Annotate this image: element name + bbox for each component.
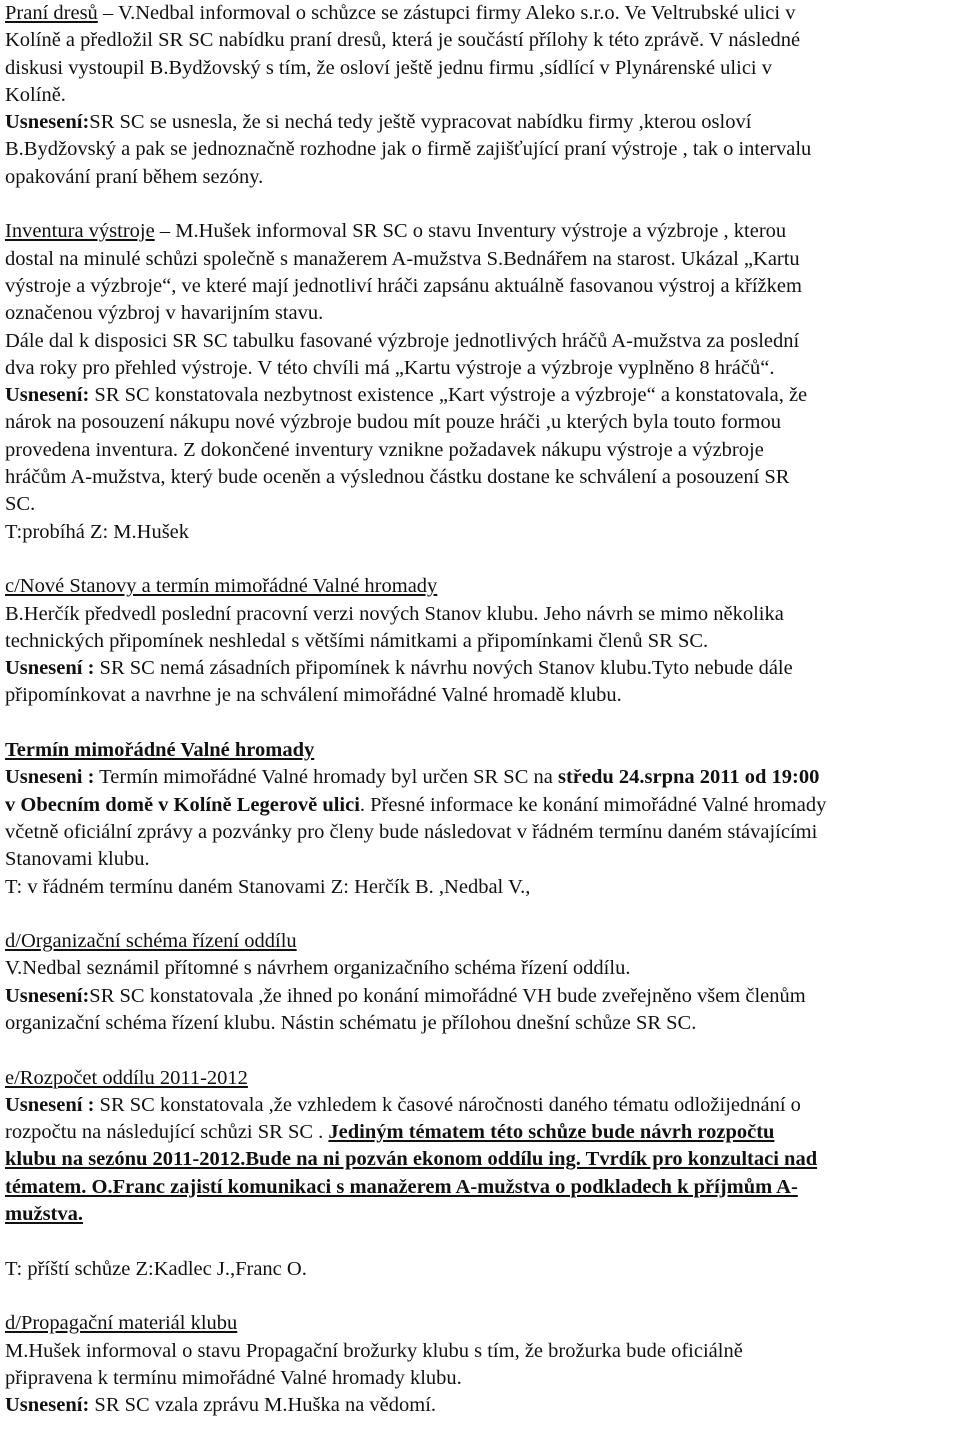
text-run: provedena inventura. Z dokončené inventury vznikne požadavek nákupu výstroje a výzbroje (5, 438, 764, 461)
text-line (5, 382, 960, 409)
text-line (5, 464, 960, 491)
paragraph-gap (5, 710, 960, 737)
section-organizacni (5, 928, 960, 1037)
resolution-label: Usnesení: (5, 984, 90, 1007)
text-line (5, 737, 960, 764)
text-line (5, 1392, 960, 1419)
text-run: – V.Nedbal informoval o schůzce se zástupci firmy Aleko s.r.o. Ve Veltrubské ulici v (97, 2, 796, 24)
resolution-label: Usnesení : (5, 657, 95, 680)
text-line (5, 1365, 960, 1392)
text-run: SR SC vzala zprávu M.Huška na vědomí. (89, 1394, 437, 1417)
text-run: hráčům A-mužstva, který bude oceněn a výslednou částku dostane ke schválení a posouzení SR (5, 466, 790, 489)
text-line (5, 273, 960, 300)
text-line (5, 846, 960, 873)
text-run: organizační schéma řízení klubu. Nástin schématu je přílohou dnešní schůze SR SC. (5, 1011, 697, 1034)
text-line (5, 246, 960, 273)
text-run: Kolíně. (5, 83, 66, 106)
text-line (5, 1201, 960, 1228)
text-run: V.Nedbal seznámil přítomné s návrhem organizačního schéma řízení oddílu. (5, 957, 631, 980)
emphasized-text: e/Rozpočet oddílu 2011-2012 (5, 1066, 248, 1089)
text-line (5, 819, 960, 846)
emphasized-text: tématem. O.Franc zajistí komunikaci s manažerem A-mužstva o podkladech k příjmům A- (5, 1175, 798, 1198)
text-run: T: příští schůze Z:Kadlec J.,Franc O. (5, 1257, 307, 1280)
text-run: nárok na posouzení nákupu nové výzbroje budou mít pouze hráči ,u kterých byla touto formou (5, 411, 781, 434)
text-run: SR SC se usnesla, že si nechá tedy ještě vypracovat nabídku firmy ,kterou osloví (89, 111, 752, 134)
text-line (5, 682, 960, 709)
text-run: SC. (5, 493, 36, 516)
text-line (5, 1092, 960, 1119)
paragraph-gap (5, 901, 960, 928)
text-line (5, 300, 960, 327)
text-run: Stanovami klubu. (5, 848, 150, 871)
text-line (5, 792, 960, 819)
text-line (5, 1146, 960, 1173)
section-stanovy (5, 573, 960, 709)
resolution-label: Usnesení: (5, 1394, 90, 1417)
emphasized-text: Termín mimořádné Valné hromady (5, 739, 315, 762)
text-run: SR SC nemá zásadních připomínek k návrhu nových Stanov klubu.Tyto nebude dále (94, 657, 793, 680)
text-run: SR SC konstatovala ,že ihned po konání mimořádné VH bude zveřejněno všem členům (89, 984, 806, 1007)
text-line (5, 328, 960, 355)
resolution-label: Usneseni : (5, 766, 95, 789)
text-run: dva roky pro přehled výstroje. V této chvíli má „Kartu výstroje a výzbroje vyplněno 8 hráčů“. (5, 356, 775, 379)
text-line (5, 1338, 960, 1365)
text-line (5, 82, 960, 109)
emphasized-text: d/Organizační schéma řízení oddílu (5, 930, 297, 953)
text-run: B.Herčík předvedl poslední pracovní verzi nových Stanov klubu. Jeho návrh se mimo několika (5, 602, 784, 625)
text-line (5, 1310, 960, 1337)
resolution-label: Usnesení: (5, 384, 90, 407)
resolution-label: středu 24.srpna 2011 od 19:00 (557, 766, 820, 789)
section-termin (5, 737, 960, 901)
text-line (5, 1065, 960, 1092)
text-run: – M.Hušek informoval SR SC o stavu Inventury výstroje a výzbroje , kterou (154, 220, 787, 243)
text-line (5, 491, 960, 518)
text-run: výstroje a výzbroje“, ve které mají jednotliví hráči zapsánu aktuálně fasovanou výstroj a křížkem (5, 274, 802, 297)
emphasized-text: c/Nové Stanovy a termín mimořádné Valné hromady (5, 575, 438, 598)
text-line (5, 764, 960, 791)
text-line (5, 409, 960, 436)
resolution-label: Usnesení: (5, 111, 90, 134)
text-line (5, 1119, 960, 1146)
emphasized-text: Inventura výstroje (5, 220, 155, 243)
resolution-label: Usnesení : (5, 1093, 95, 1116)
text-line (5, 983, 960, 1010)
text-line (5, 0, 960, 27)
text-run: opakování praní během sezóny. (5, 165, 264, 188)
emphasized-text: klubu na sezónu 2011-2012.Bude na ni pozván ekonom oddílu ing. Tvrdík pro konzultaci nad (5, 1148, 818, 1171)
text-line (5, 655, 960, 682)
text-line (5, 55, 960, 82)
text-line (5, 1228, 960, 1255)
text-run: . Přesné informace ke konání mimořádné Valné hromady (359, 793, 827, 816)
text-run: rozpočtu na následující schůzi SR SC . (5, 1121, 329, 1144)
text-line (5, 955, 960, 982)
text-run: včetně oficiální zprávy a pozvánky pro členy bude následovat v řádném termínu daném stávajícími (5, 820, 818, 843)
paragraph-gap (5, 191, 960, 218)
text-line (5, 437, 960, 464)
text-run: B.Bydžovský a pak se jednoznačně rozhodne jak o firmě zajišťující praní výstroje , tak o intervalu (5, 138, 812, 161)
resolution-label: v Obecním domě v Kolíně Legerově ulici (5, 793, 360, 816)
section-propagacni (5, 1310, 960, 1419)
text-run: technických připomínek neshledal s většími námitkami a připomínkami členů SR SC. (5, 629, 709, 652)
text-line (5, 218, 960, 245)
paragraph-gap (5, 546, 960, 573)
text-run: M.Hušek informoval o stavu Propagační brožurky klubu s tím, že brožurka bude oficiálně (5, 1339, 743, 1362)
text-line (5, 164, 960, 191)
section-inventura (5, 218, 960, 546)
text-line (5, 136, 960, 163)
text-line (5, 355, 960, 382)
text-line (5, 1256, 960, 1283)
emphasized-text: d/Propagační materiál klubu (5, 1312, 238, 1335)
emphasized-text: Praní dresů (5, 2, 98, 24)
text-line (5, 1174, 960, 1201)
text-line (5, 601, 960, 628)
text-run: dostal na minulé schůzi společně s manažerem A-mužstva S.Bednářem na starost. Ukázal „Kartu (5, 247, 800, 270)
text-run: připomínkovat a navrhne je na schválení mimořádné Valné hromadě klubu. (5, 684, 622, 707)
emphasized-text: mužstva. (5, 1203, 84, 1226)
text-run: SR SC konstatovala ,že vzhledem k časové náročnosti daného tématu odložijednání o (94, 1093, 801, 1116)
text-line (5, 1010, 960, 1037)
text-line (5, 874, 960, 901)
paragraph-gap (5, 1283, 960, 1310)
text-line (5, 109, 960, 136)
text-run: připravena k termínu mimořádné Valné hromady klubu. (5, 1366, 462, 1389)
section-rozpocet (5, 1065, 960, 1283)
text-run: označenou výzbroj v havarijním stavu. (5, 302, 324, 325)
text-run: Termín mimořádné Valné hromady byl určen SR SC na (94, 766, 558, 789)
text-run: T:probíhá Z: M.Hušek (5, 520, 190, 543)
text-line (5, 27, 960, 54)
paragraph-gap (5, 1037, 960, 1064)
text-run: Kolíně a předložil SR SC nabídku praní dresů, která je součástí přílohy k této zprávě. V následné (5, 29, 801, 52)
emphasized-text: Jediným tématem této schůze bude návrh rozpočtu (328, 1121, 775, 1144)
text-line (5, 519, 960, 546)
text-line (5, 628, 960, 655)
text-run: T: v řádném termínu daném Stanovami Z: Herčík B. ,Nedbal V., (5, 875, 531, 898)
text-run: Dále dal k disposici SR SC tabulku fasované výzbroje jednotlivých hráčů A-mužstva za poslední (5, 329, 800, 352)
text-run: SR SC konstatovala nezbytnost existence „Kart výstroje a výzbroje“ a konstatovala, že (89, 384, 808, 407)
text-line (5, 573, 960, 600)
section-prani (5, 0, 960, 191)
text-line (5, 928, 960, 955)
text-run: diskusi vystoupil B.Bydžovský s tím, že osloví ještě jednu firmu ,sídlící v Plynárenské ulici v (5, 56, 772, 79)
